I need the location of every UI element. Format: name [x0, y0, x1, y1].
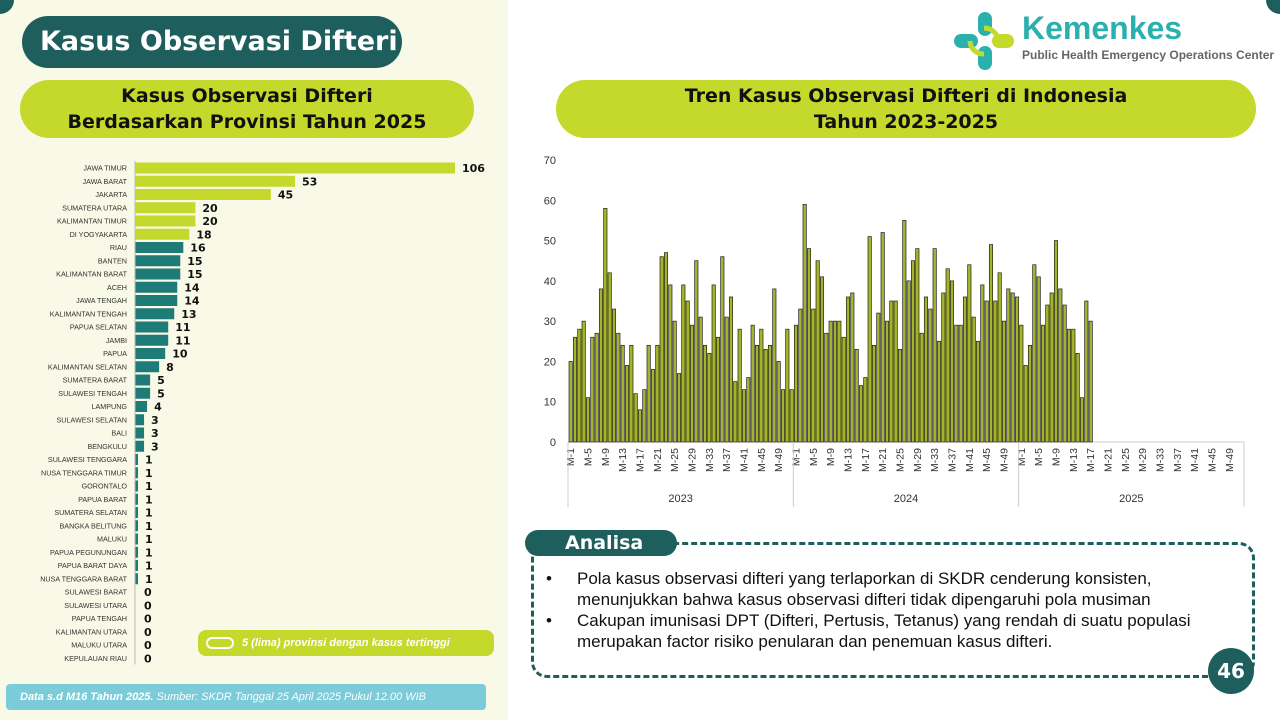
province-bar	[135, 401, 147, 412]
bar-value-label: 1	[145, 480, 153, 493]
week-bar	[946, 269, 949, 442]
week-bar	[1033, 265, 1036, 442]
bar-value-label: 18	[196, 228, 212, 242]
week-bar	[1028, 345, 1031, 442]
week-bar	[647, 345, 650, 442]
week-bar	[690, 325, 693, 442]
week-bar	[777, 361, 780, 442]
province-bar	[135, 189, 271, 200]
week-bar	[755, 345, 758, 442]
week-bar	[1041, 325, 1044, 442]
week-bar	[768, 345, 771, 442]
bar-category-label: SULAWESI BARAT	[64, 587, 127, 597]
week-bar	[686, 301, 689, 442]
bar-value-label: 4	[154, 400, 162, 414]
week-bar	[942, 293, 945, 442]
x-tick-label: M-25	[669, 448, 682, 472]
bar-value-label: 3	[151, 427, 159, 440]
x-tick-label: M-45	[1206, 448, 1219, 472]
week-bar	[1046, 305, 1049, 442]
bar-value-label: 10	[172, 347, 188, 361]
week-bar	[1054, 241, 1057, 442]
bar-value-label: 5	[157, 387, 165, 401]
week-bar	[1007, 289, 1010, 442]
kemenkes-logo-icon	[952, 10, 1016, 72]
week-bar	[950, 281, 953, 442]
x-tick-label: M-17	[634, 448, 647, 472]
x-tick-label: M-49	[1223, 448, 1236, 472]
week-bar	[712, 285, 715, 442]
bar-value-label: 15	[187, 254, 203, 268]
bar-category-label: PAPUA PEGUNUNGAN	[50, 547, 127, 557]
week-bar	[764, 349, 767, 442]
bar-category-label: NUSA TENGGARA TIMUR	[41, 468, 127, 478]
footer-note	[6, 684, 486, 710]
province-bar	[135, 428, 144, 439]
week-bar	[890, 301, 893, 442]
province-chart-title-line2: Berdasarkan Provinsi Tahun 2025	[67, 111, 427, 133]
week-bar	[833, 321, 836, 442]
bar-category-label: RIAU	[109, 243, 127, 252]
week-bar	[998, 273, 1001, 442]
week-bar	[825, 333, 828, 442]
x-tick-label: M-17	[859, 448, 872, 472]
bar-category-label: PAPUA	[103, 349, 127, 358]
province-chart-title	[20, 80, 474, 138]
bar-value-label: 3	[151, 440, 159, 454]
province-bar	[135, 441, 144, 452]
bar-category-label: MALUKU	[97, 534, 127, 544]
x-tick-label: M-9	[825, 448, 838, 467]
x-tick-label: M-33	[1154, 448, 1167, 472]
week-bar	[803, 204, 806, 442]
province-bar-chart	[0, 156, 508, 666]
week-bar	[955, 325, 958, 442]
week-bar	[1085, 301, 1088, 442]
week-bar	[747, 378, 750, 442]
week-bar	[920, 333, 923, 442]
bar-category-label: PAPUA BARAT DAYA	[57, 561, 127, 570]
bar-category-label: KALIMANTAN BARAT	[56, 269, 127, 279]
bar-category-label: SUMATERA UTARA	[62, 203, 127, 213]
week-bar	[1072, 329, 1075, 442]
footer-source-text: Sumber: SKDR Tanggal 25 April 2025 Pukul 12.00 WIB	[153, 691, 426, 703]
week-bar	[1020, 325, 1023, 442]
week-bar	[1067, 329, 1070, 442]
week-bar	[864, 378, 867, 442]
week-bar	[963, 297, 966, 442]
week-bar	[1059, 289, 1062, 442]
province-bar	[135, 414, 144, 425]
week-bar	[634, 394, 637, 442]
week-bar	[595, 333, 598, 442]
week-bar	[569, 361, 572, 442]
bar-value-label: 0	[144, 639, 152, 652]
week-bar	[716, 337, 719, 442]
kemenkes-logo	[952, 10, 1275, 72]
bar-value-label: 11	[175, 334, 191, 348]
trend-chart-title-line1: Tren Kasus Observasi Difteri di Indonesia	[684, 85, 1128, 107]
bar-value-label: 0	[144, 612, 152, 626]
week-bar	[968, 265, 971, 442]
y-tick-label: 40	[543, 275, 556, 288]
bar-value-label: 1	[145, 546, 153, 560]
x-tick-label: M-25	[894, 448, 907, 472]
week-bar	[846, 297, 849, 442]
week-bar	[1050, 293, 1053, 442]
bar-category-label: PAPUA SELATAN	[69, 322, 127, 332]
x-tick-label: M-5	[1033, 448, 1046, 467]
week-bar	[929, 309, 932, 442]
week-bar	[1024, 365, 1027, 442]
week-bar	[669, 285, 672, 442]
week-bar	[673, 321, 676, 442]
province-bar	[135, 348, 165, 359]
analysis-list	[546, 568, 1246, 652]
bar-value-label: 3	[151, 413, 159, 427]
province-bar	[135, 361, 159, 372]
province-bar	[135, 242, 183, 253]
week-bar	[894, 301, 897, 442]
week-bar	[786, 329, 789, 442]
week-bar	[773, 289, 776, 442]
province-bar	[135, 335, 168, 346]
bar-category-label: JAMBI	[105, 335, 127, 345]
week-bar	[842, 337, 845, 442]
bar-category-label: KALIMANTAN TIMUR	[56, 216, 127, 226]
bar-value-label: 0	[144, 599, 152, 613]
week-bar	[872, 345, 875, 442]
bar-category-label: BANGKA BELITUNG	[59, 521, 127, 531]
province-bar	[135, 163, 455, 174]
x-tick-label: M-41	[1189, 448, 1202, 472]
bar-category-label: KALIMANTAN UTARA	[55, 627, 127, 637]
bar-category-label: SUMATERA BARAT	[62, 375, 127, 385]
province-chart-title-line1: Kasus Observasi Difteri	[121, 85, 373, 107]
logo-name: Kemenkes	[1022, 10, 1183, 46]
x-tick-label: M-29	[686, 448, 699, 472]
week-bar	[656, 345, 659, 442]
bar-value-label: 0	[144, 586, 152, 599]
x-tick-label: M-13	[617, 448, 630, 472]
bar-value-label: 1	[145, 519, 153, 533]
week-bar	[582, 321, 585, 442]
bar-value-label: 45	[277, 188, 294, 202]
bar-value-label: 5	[157, 374, 165, 387]
province-bar	[135, 229, 189, 240]
analysis-bullet: • Cakupan imunisasi DPT (Difteri, Pertusis, Tetanus) yang rendah di suatu populasi merupakan factor risiko penularan dan penemuan kasus difteri.	[546, 610, 1246, 652]
province-bar	[135, 255, 180, 266]
week-bar	[612, 309, 615, 442]
week-bar	[695, 261, 698, 442]
bar-value-label: 20	[202, 201, 218, 215]
week-bar	[1076, 353, 1079, 442]
week-bar	[924, 297, 927, 442]
trend-bar-chart	[530, 148, 1250, 518]
bar-category-label: KALIMANTAN TENGAH	[49, 309, 127, 319]
week-bar	[677, 374, 680, 442]
page-number: 46	[1208, 648, 1254, 694]
x-tick-label: M-17	[1085, 448, 1098, 472]
week-bar	[816, 261, 819, 442]
year-label: 2024	[893, 493, 919, 505]
y-tick-label: 0	[549, 437, 556, 449]
province-bar	[135, 269, 180, 280]
trend-chart-title	[556, 80, 1256, 138]
week-bar	[664, 253, 667, 442]
week-bar	[859, 386, 862, 442]
bar-value-label: 1	[145, 493, 153, 507]
x-tick-label: M-5	[807, 448, 820, 467]
week-bar	[877, 313, 880, 442]
bar-value-label: 16	[190, 241, 206, 255]
province-bar	[135, 375, 150, 386]
x-tick-label: M-37	[1171, 448, 1184, 472]
province-bar	[135, 322, 168, 333]
bar-category-label: JAKARTA	[95, 190, 127, 199]
bar-value-label: 1	[145, 559, 153, 573]
week-bar	[738, 329, 741, 442]
province-bar	[135, 202, 195, 213]
bar-value-label: 1	[145, 533, 153, 546]
analysis-bullet: • Pola kasus observasi difteri yang terlaporkan di SKDR cenderung konsisten, menunjukkan bahwa kasus observasi difteri tidak dipengaruhi pola musiman	[546, 568, 1246, 610]
bar-value-label: 20	[202, 215, 218, 228]
footer-bold-text: Data s.d M16 Tahun 2025.	[20, 691, 154, 703]
week-bar	[630, 345, 633, 442]
x-tick-label: M-1	[565, 448, 578, 467]
week-bar	[868, 237, 871, 442]
bar-value-label: 0	[144, 652, 152, 666]
x-tick-label: M-21	[651, 448, 664, 472]
week-bar	[578, 329, 581, 442]
x-tick-label: M-41	[738, 448, 751, 472]
province-bar	[135, 216, 195, 227]
x-tick-label: M-21	[877, 448, 890, 472]
x-tick-label: M-37	[721, 448, 734, 472]
week-bar	[903, 220, 906, 442]
x-tick-label: M-1	[1015, 448, 1028, 467]
week-bar	[734, 382, 737, 442]
bar-value-label: 14	[184, 281, 200, 295]
week-bar	[708, 353, 711, 442]
week-bar	[911, 261, 914, 442]
y-tick-label: 20	[543, 356, 556, 369]
week-bar	[820, 277, 823, 442]
bar-category-label: SULAWESI TENGAH	[58, 388, 127, 398]
x-tick-label: M-29	[911, 448, 924, 472]
x-tick-label: M-25	[1119, 448, 1132, 472]
x-tick-label: M-21	[1102, 448, 1115, 472]
week-bar	[742, 390, 745, 442]
week-bar	[638, 410, 641, 442]
trend-chart-title-line2: Tahun 2023-2025	[813, 111, 999, 133]
y-tick-label: 30	[543, 316, 556, 329]
x-tick-label: M-9	[1050, 448, 1063, 467]
legend-swatch	[206, 637, 234, 649]
week-bar	[591, 337, 594, 442]
week-bar	[643, 390, 646, 442]
x-tick-label: M-41	[963, 448, 976, 472]
bar-value-label: 1	[145, 506, 153, 520]
bar-category-label: DI YOGYAKARTA	[69, 229, 127, 239]
week-bar	[855, 349, 858, 442]
x-tick-label: M-1	[790, 448, 803, 467]
y-tick-label: 60	[543, 195, 556, 208]
week-bar	[959, 325, 962, 442]
week-bar	[760, 329, 763, 442]
week-bar	[699, 317, 702, 442]
week-bar	[751, 325, 754, 442]
y-tick-label: 50	[543, 235, 556, 248]
bar-value-label: 14	[184, 294, 200, 308]
x-tick-label: M-29	[1137, 448, 1150, 472]
week-bar	[1002, 321, 1005, 442]
bar-category-label: SULAWESI SELATAN	[56, 415, 127, 425]
x-tick-label: M-33	[703, 448, 716, 472]
week-bar	[829, 321, 832, 442]
week-bar	[725, 317, 728, 442]
week-bar	[1037, 277, 1040, 442]
week-bar	[989, 245, 992, 442]
week-bar	[985, 301, 988, 442]
bar-value-label: 53	[302, 175, 318, 189]
week-bar	[1089, 321, 1092, 442]
week-bar	[976, 341, 979, 442]
bar-category-label: SUMATERA SELATAN	[54, 508, 127, 517]
week-bar	[851, 293, 854, 442]
week-bar	[781, 390, 784, 442]
week-bar	[1011, 293, 1014, 442]
week-bar	[660, 257, 663, 442]
week-bar	[682, 285, 685, 442]
week-bar	[898, 349, 901, 442]
week-bar	[907, 281, 910, 442]
x-tick-label: M-49	[773, 448, 786, 472]
week-bar	[1080, 398, 1083, 442]
week-bar	[916, 249, 919, 442]
bar-value-label: 13	[181, 307, 197, 321]
x-tick-label: M-9	[599, 448, 612, 467]
x-tick-label: M-45	[981, 448, 994, 472]
bar-category-label: MALUKU UTARA	[71, 640, 127, 650]
week-bar	[881, 233, 884, 442]
y-tick-label: 10	[543, 396, 556, 409]
week-bar	[651, 369, 654, 442]
week-bar	[981, 285, 984, 442]
week-bar	[790, 390, 793, 442]
x-tick-label: M-45	[755, 448, 768, 472]
bar-category-label: SULAWESI TENGGARA	[47, 455, 127, 464]
week-bar	[933, 249, 936, 442]
bar-value-label: 15	[187, 268, 203, 281]
bar-value-label: 106	[462, 162, 485, 175]
bar-category-label: ACEH	[107, 282, 127, 292]
week-bar	[812, 309, 815, 442]
x-tick-label: M-13	[1067, 448, 1080, 472]
week-bar	[794, 325, 797, 442]
bar-category-label: PAPUA TENGAH	[71, 614, 127, 623]
bar-category-label: JAWA TENGAH	[76, 296, 127, 305]
week-bar	[838, 321, 841, 442]
bar-category-label: PAPUA BARAT	[78, 494, 127, 504]
bar-category-label: JAWA BARAT	[82, 176, 127, 186]
x-tick-label: M-37	[946, 448, 959, 472]
y-tick-label: 70	[543, 155, 556, 167]
week-bar	[625, 365, 628, 442]
week-bar	[972, 317, 975, 442]
week-bar	[703, 345, 706, 442]
province-bar	[135, 282, 177, 293]
bar-category-label: BALI	[111, 428, 127, 438]
bar-category-label: GORONTALO	[81, 481, 127, 491]
week-bar	[599, 289, 602, 442]
week-bar	[1063, 305, 1066, 442]
x-tick-label: M-33	[929, 448, 942, 472]
bar-category-label: NUSA TENGGARA BARAT	[40, 574, 127, 584]
week-bar	[617, 333, 620, 442]
page-title: Kasus Observasi Difteri	[22, 16, 402, 68]
week-bar	[573, 337, 576, 442]
legend	[198, 630, 494, 656]
week-bar	[608, 273, 611, 442]
week-bar	[721, 257, 724, 442]
year-label: 2025	[1119, 493, 1144, 505]
province-bar	[135, 295, 177, 306]
week-bar	[994, 301, 997, 442]
week-bar	[807, 249, 810, 442]
week-bar	[885, 321, 888, 442]
x-tick-label: M-13	[842, 448, 855, 472]
week-bar	[621, 345, 624, 442]
bar-category-label: SULAWESI UTARA	[64, 600, 127, 610]
week-bar	[799, 309, 802, 442]
bar-value-label: 1	[145, 572, 153, 586]
bar-category-label: BANTEN	[97, 256, 127, 266]
week-bar	[1015, 297, 1018, 442]
week-bar	[729, 297, 732, 442]
bar-value-label: 1	[145, 466, 153, 480]
bar-category-label: BENGKULU	[87, 441, 127, 451]
year-label: 2023	[668, 493, 693, 505]
week-bar	[604, 208, 607, 442]
bar-value-label: 11	[175, 321, 191, 334]
week-bar	[937, 341, 940, 442]
province-bar	[135, 176, 295, 187]
bar-category-label: JAWA TIMUR	[83, 163, 127, 173]
bar-category-label: KEPULAUAN RIAU	[64, 653, 127, 663]
logo-subtitle: Public Health Emergency Operations Center	[1022, 48, 1275, 62]
x-tick-label: M-49	[998, 448, 1011, 472]
x-tick-label: M-5	[582, 448, 595, 467]
analysis-label: Analisa	[525, 530, 677, 556]
bar-value-label: 8	[166, 360, 174, 374]
province-bar	[135, 308, 174, 319]
legend-text: 5 (lima) provinsi dengan kasus tertinggi	[242, 637, 450, 649]
bar-value-label: 0	[144, 625, 152, 639]
bar-value-label: 1	[145, 453, 153, 467]
bar-category-label: LAMPUNG	[91, 402, 127, 411]
bar-category-label: KALIMANTAN SELATAN	[47, 362, 127, 372]
province-bar	[135, 388, 150, 399]
week-bar	[586, 398, 589, 442]
